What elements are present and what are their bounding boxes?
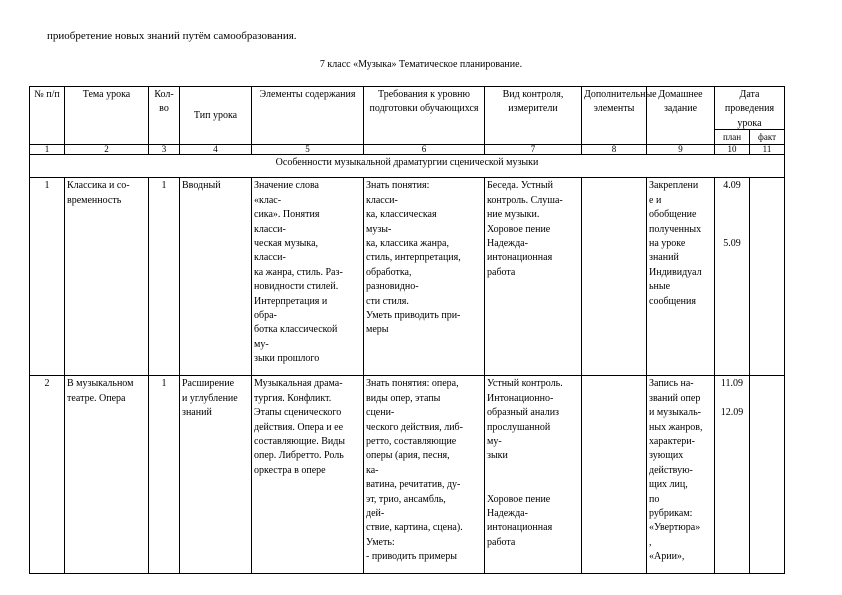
row-fact [750,376,785,574]
row-count: 1 [149,178,180,376]
col-number: 10 [715,145,750,155]
col-number: 11 [750,145,785,155]
col-number: 2 [65,145,149,155]
col-number: 1 [30,145,65,155]
row-extra [582,376,647,574]
header-plan: план [715,130,750,145]
header-date: Дата проведения урока [715,87,785,130]
header-requirements: Требования к уровню подготовки обучающихся [364,87,485,145]
header-control: Вид контроля, измерители [485,87,582,145]
row-fact [750,178,785,376]
table-row [30,178,785,376]
row-topic: В музыкальном театре. Опера [65,376,149,574]
row-homework: Запись на- званий опер и музыкаль- ных жанров, характери- зующих действую- щих лиц, по рубрикам: «Увертюра» , «Арии», [647,376,715,574]
col-number: 6 [364,145,485,155]
header-content: Элементы содержания [252,87,364,145]
col-number: 7 [485,145,582,155]
col-number: 9 [647,145,715,155]
row-topic: Классика и со- временность [65,178,149,376]
col-number: 5 [252,145,364,155]
planning-table [29,86,785,574]
row-num: 1 [30,178,65,376]
row-extra [582,178,647,376]
header-homework: Домашнее задание [647,87,715,145]
header-count: Кол-во [149,87,180,145]
row-control: Беседа. Устный контроль. Слуша- ние музыки. Хоровое пение Надежда- интонационная работа [485,178,582,376]
col-number: 8 [582,145,647,155]
row-type: Вводный [180,178,252,376]
document-title: 7 класс «Музыка» Тематическое планирование. [319,59,523,70]
row-homework: Закреплени е и обобщение полученных на уроке знаний Индивидуал ьные сообщения [647,178,715,376]
col-number: 3 [149,145,180,155]
row-count: 1 [149,376,180,574]
header-type: Тип урока [180,87,252,145]
header-topic: Тема урока [65,87,149,145]
table-row [30,376,785,574]
row-content: Музыкальная драма- тургия. Конфликт. Этапы сценического действия. Опера и ее составляющие. Виды опер. Либретто. Роль оркестра в опере [252,376,364,574]
header-extra: Дополнительные элементы [582,87,647,145]
header-fact: факт [750,130,785,145]
col-number: 4 [180,145,252,155]
row-num: 2 [30,376,65,574]
row-plan: 4.09 5.09 [715,178,750,376]
top-text: приобретение новых знаний путём самообразования. [47,30,297,42]
row-requirements: Знать понятия: класси- ка, классическая музы- ка, классика жанра, стиль, интерпретация, обработка, разновидно- сти стиля. Уметь приводить при- меры [364,178,485,376]
header-num: № п/п [30,87,65,145]
row-control: Устный контроль. Интонационно- образный анализ прослушанной му- зыки Хоровое пение Надежда- интонационная работа [485,376,582,574]
row-plan: 11.09 12.09 [715,376,750,574]
row-type: Расширение и углубление знаний [180,376,252,574]
section-heading: Особенности музыкальной драматургии сценической музыки [30,155,785,178]
row-requirements: Знать понятия: опера, виды опер, этапы сцени- ческого действия, либ- ретто, составляющие оперы (ария, песня, ка- ватина, речитатив, ду- эт, трио, ансамбль, дей- ствие, картина, сцена). Уметь: - приводить примеры [364,376,485,574]
row-content: Значение слова «клас- сика». Понятия класси- ческая музыка, класси- ка жанра, стиль. Раз- новидности стилей. Интерпретация и обра- ботка классической му- зыки прошлого [252,178,364,376]
